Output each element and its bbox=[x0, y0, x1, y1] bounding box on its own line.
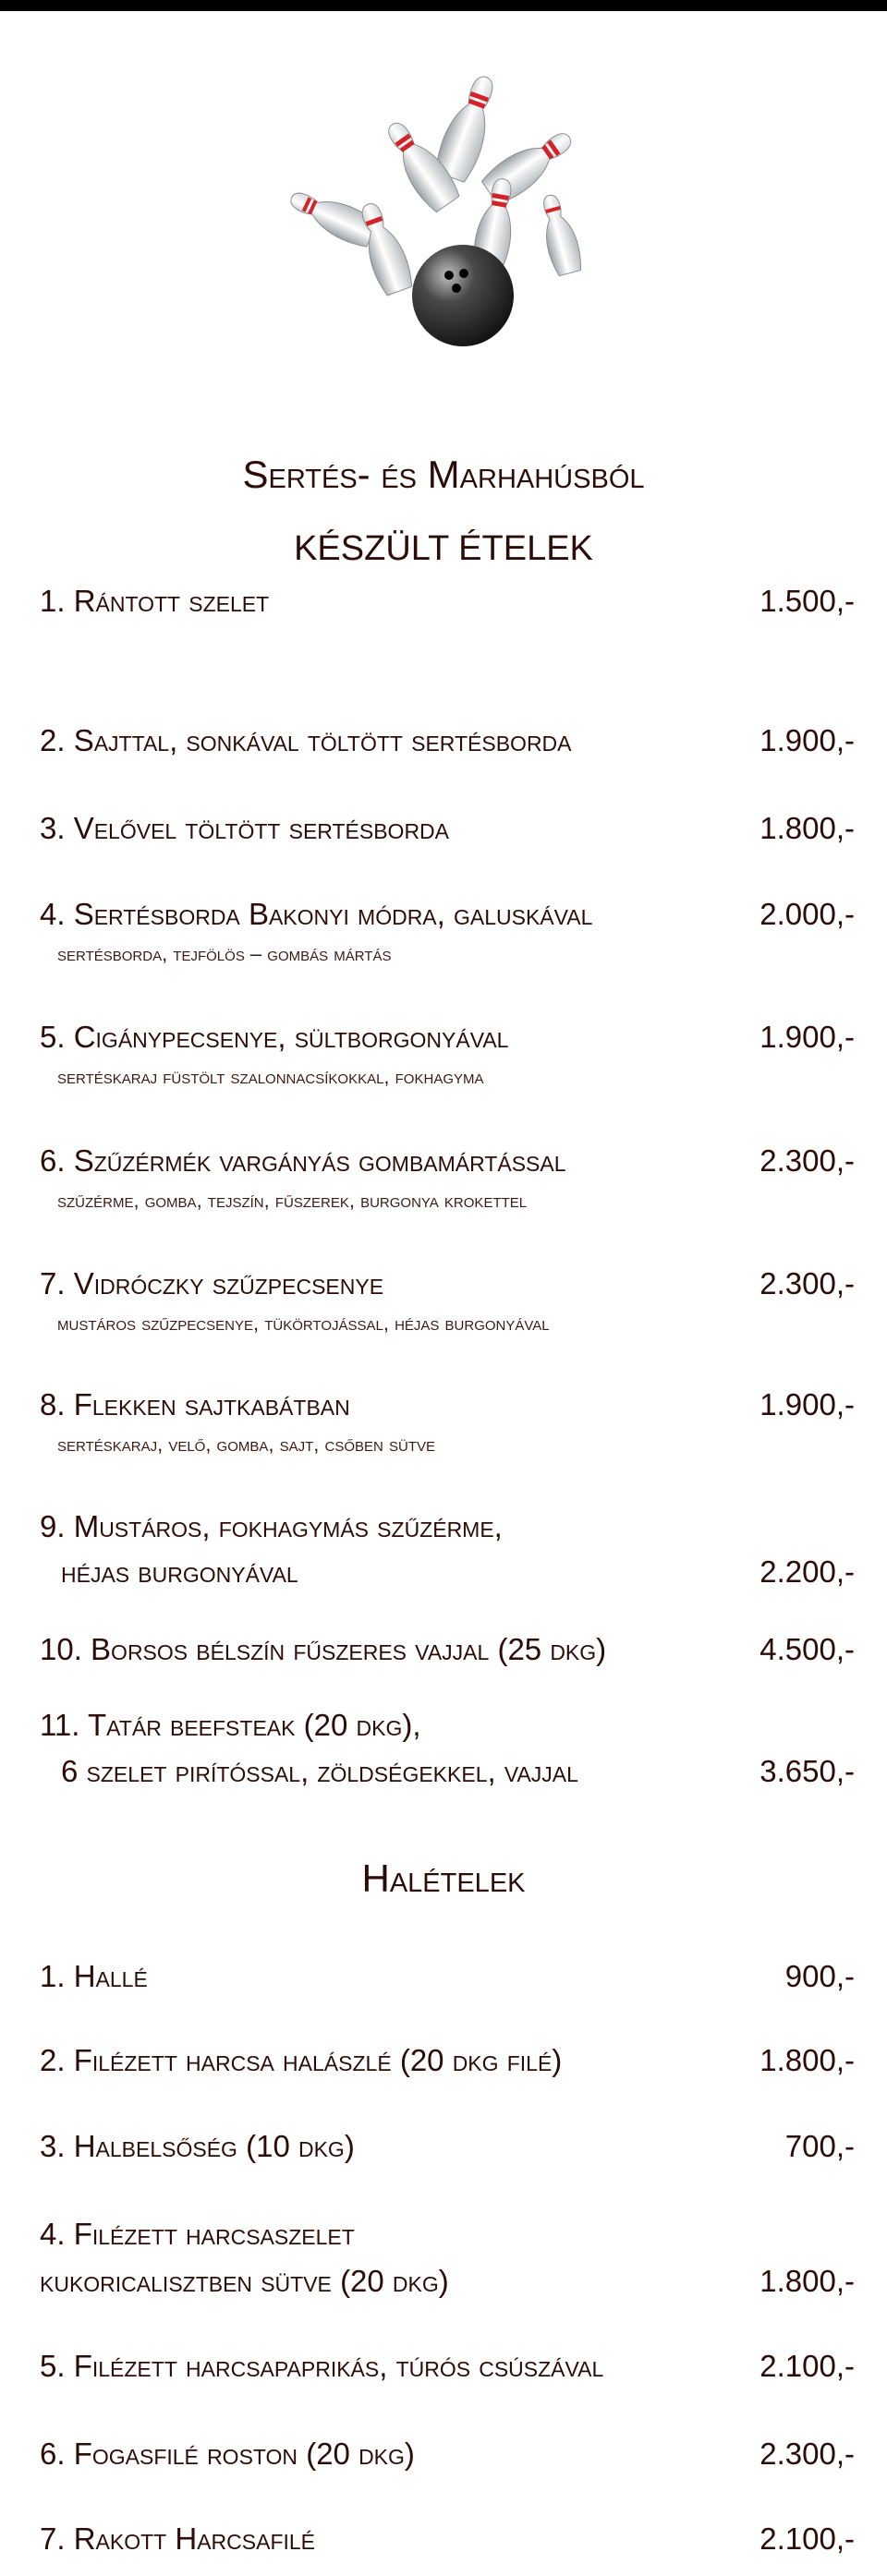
menu-item-price: 1.800,- bbox=[759, 2043, 855, 2077]
menu-item-price: 3.650,- bbox=[759, 1754, 855, 1788]
menu-item: 4. Sertésborda Bakonyi módra, galuskával bbox=[40, 897, 593, 931]
menu-item-price: 2.000,- bbox=[759, 897, 855, 931]
menu-item: 8. Flekken sajtkabátban bbox=[40, 1387, 350, 1421]
menu-item-description: sertéskaraj, velő, gomba, sajt, csőben sütve bbox=[57, 1433, 435, 1456]
menu-item: 2. Sajttal, sonkával töltött sertésborda bbox=[40, 723, 572, 757]
menu-item-price: 1.900,- bbox=[759, 723, 855, 757]
menu-item-price: 2.300,- bbox=[759, 1143, 855, 1178]
menu-item-price: 4.500,- bbox=[759, 1632, 855, 1666]
menu-item: 9. Mustáros, fokhagymás szűzérme, bbox=[40, 1509, 503, 1543]
menu-item-price: 1.500,- bbox=[759, 584, 855, 618]
menu-item: 7. Rakott Harcsafilé bbox=[40, 2522, 316, 2556]
menu-item: 7. Vidróczky szűzpecsenye bbox=[40, 1266, 384, 1300]
menu-item-continuation: 6 szelet pirítóssal, zöldségekkel, vajjal bbox=[61, 1754, 578, 1788]
menu-item: 1. Hallé bbox=[40, 1959, 148, 1993]
section-title-meat bbox=[0, 453, 887, 497]
menu-item-description: mustáros szűzpecsenye, tükörtojással, héjas burgonyával bbox=[57, 1312, 550, 1335]
menu-item: 4. Filézett harcsaszelet bbox=[40, 2217, 355, 2251]
menu-item: 2. Filézett harcsa halászlé (20 dkg filé) bbox=[40, 2043, 563, 2077]
menu-item-continuation: héjas burgonyával bbox=[61, 1554, 298, 1589]
section-subtitle-meat: KÉSZÜLT ÉTELEK bbox=[294, 529, 593, 568]
menu-item-price: 2.300,- bbox=[759, 1266, 855, 1300]
section-title-meat-text: Sertés- és Marhahúsból bbox=[242, 453, 645, 496]
menu-item-price: 2.100,- bbox=[759, 2522, 855, 2556]
menu-item-description: sertésborda, tejfölös – gombás mártás bbox=[57, 942, 392, 965]
menu-item: 6. Fogasfilé roston (20 dkg) bbox=[40, 2437, 415, 2471]
menu-item-price: 700,- bbox=[784, 2129, 855, 2163]
menu-item: 6. Szűzérmék vargányás gombamártással bbox=[40, 1143, 566, 1178]
menu-item: 3. Halbelsőség (10 dkg) bbox=[40, 2129, 355, 2163]
menu-item-price: 1.900,- bbox=[759, 1020, 855, 1054]
menu-item: 5. Cigánypecsenye, sültborgonyával bbox=[40, 1020, 509, 1054]
menu-item-price: 1.800,- bbox=[759, 811, 855, 845]
menu-item-continuation: kukoricalisztben sütve (20 dkg) bbox=[40, 2264, 449, 2298]
menu-item-price: 900,- bbox=[784, 1959, 855, 1993]
menu-item-price: 2.200,- bbox=[759, 1554, 855, 1589]
section-title-fish-text: Halételek bbox=[361, 1856, 526, 1900]
menu-item-price: 2.300,- bbox=[759, 2437, 855, 2471]
menu-item-description: szűzérme, gomba, tejszín, fűszerek, burgonya krokettel bbox=[57, 1189, 528, 1212]
menu-item: 11. Tatár beefsteak (20 dkg), bbox=[40, 1708, 421, 1742]
section-title-fish bbox=[0, 1856, 887, 1901]
menu-item: 3. Velővel töltött sertésborda bbox=[40, 811, 450, 845]
menu-item: 1. Rántott szelet bbox=[40, 584, 270, 618]
menu-item: 5. Filézett harcsapaprikás, túrós csúszával bbox=[40, 2349, 604, 2383]
menu-item-price: 2.100,- bbox=[759, 2349, 855, 2383]
menu-item-price: 1.800,- bbox=[759, 2264, 855, 2298]
menu-item: 10. Borsos bélszín fűszeres vajjal (25 dkg) bbox=[40, 1632, 607, 1666]
menu-item-description: sertéskaraj füstölt szalonnacsíkokkal, fokhagyma bbox=[57, 1065, 484, 1088]
menu-item-price: 1.900,- bbox=[759, 1387, 855, 1421]
